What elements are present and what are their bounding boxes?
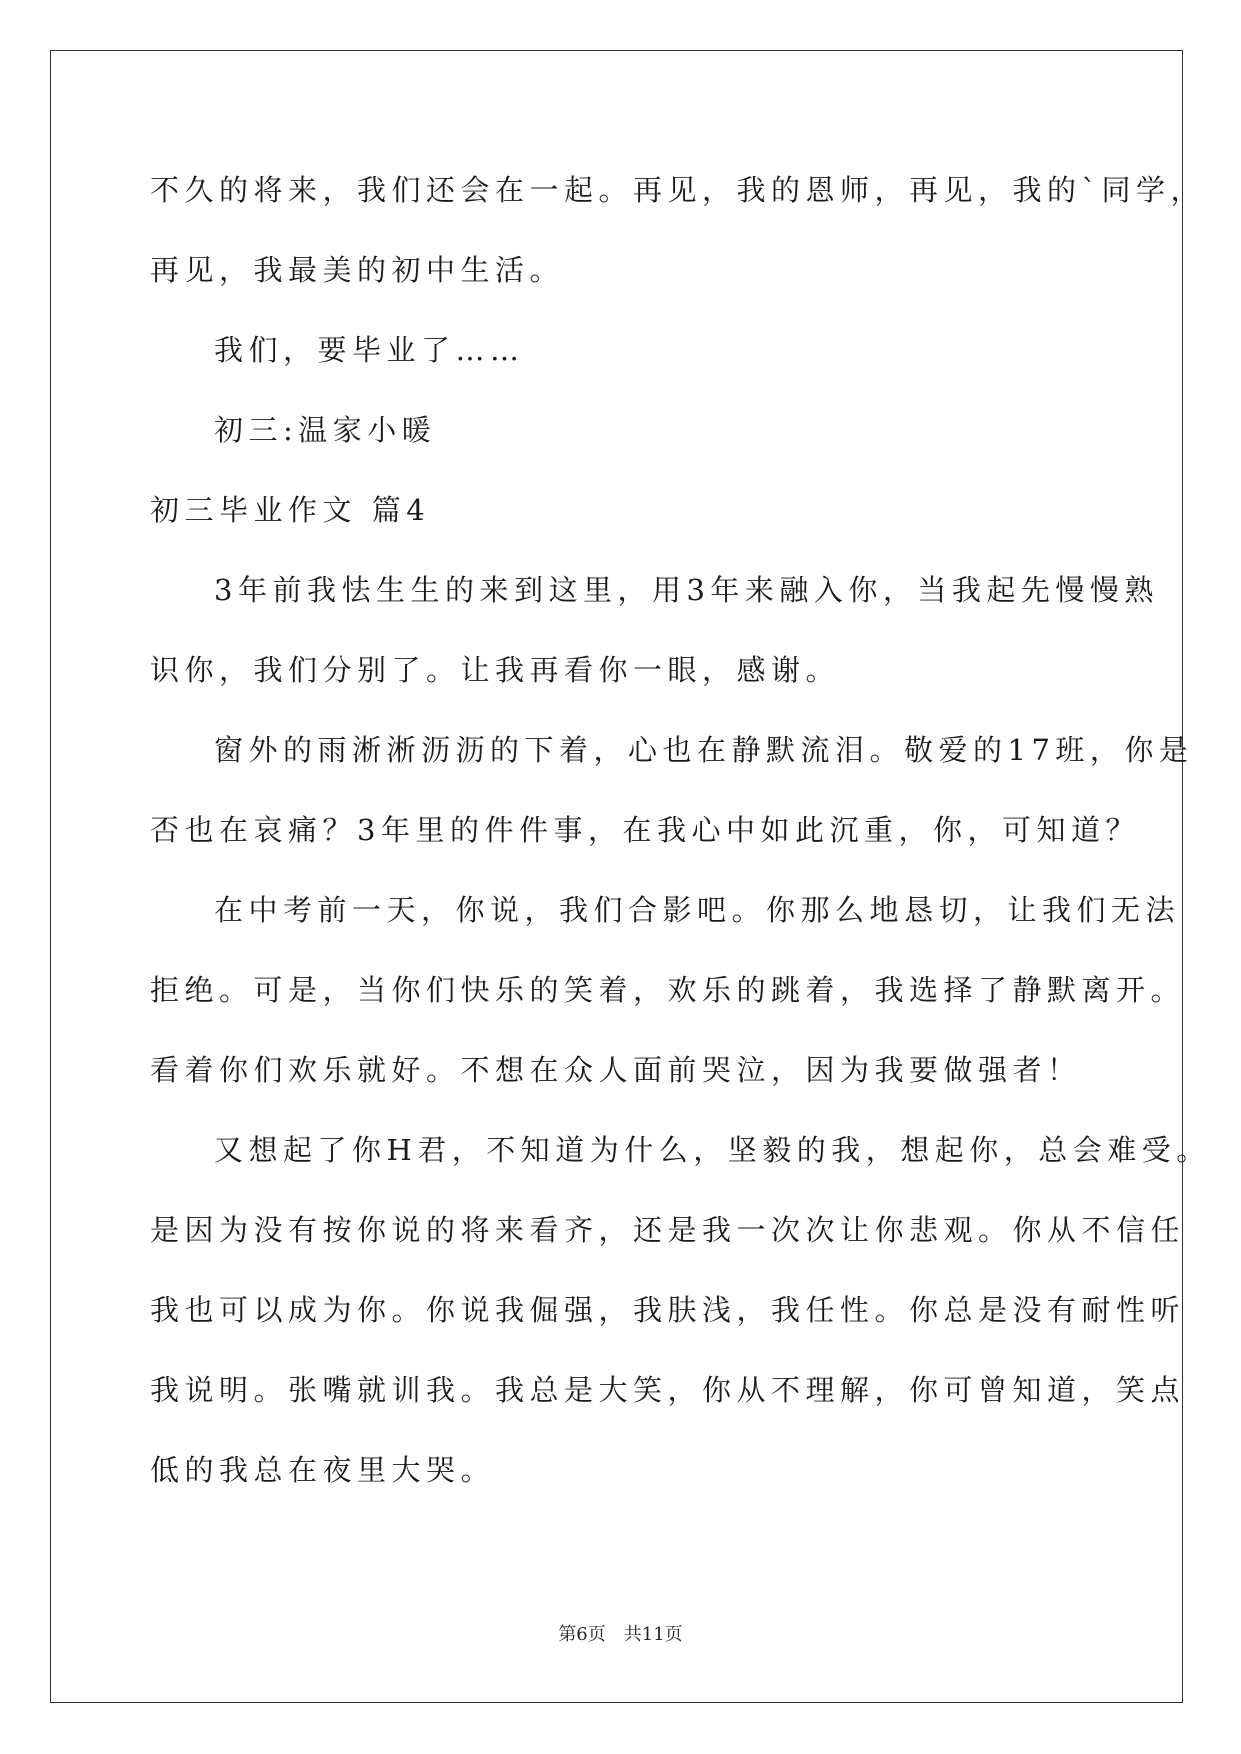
text-line: 再见，我最美的初中生活。 [150, 253, 565, 287]
text-line: 否也在哀痛？3年里的件件事，在我心中如此沉重，你，可知道？ [150, 813, 1140, 847]
text-line: 不久的将来，我们还会在一起。再见，我的恩师，再见，我的`同学， [150, 173, 1206, 207]
text-line: 拒绝。可是，当你们快乐的笑着，欢乐的跳着，我选择了静默离开。 [150, 973, 1186, 1007]
text-line: 我也可以成为你。你说我倔强，我肤浅，我任性。你总是没有耐性听 [150, 1293, 1186, 1327]
text-line: 初三:温家小暖 [214, 413, 437, 447]
text-line: 我们，要毕业了…… [214, 333, 525, 367]
text-line: 低的我总在夜里大哭。 [150, 1453, 496, 1487]
text-line: 我说明。张嘴就训我。我总是大笑，你从不理解，你可曾知道，笑点 [150, 1373, 1186, 1407]
text-line: 3年前我怯生生的来到这里，用3年来融入你，当我起先慢慢熟 [214, 573, 1159, 607]
text-line: 看着你们欢乐就好。不想在众人面前哭泣，因为我要做强者！ [150, 1053, 1082, 1087]
text-line: 是因为没有按你说的将来看齐，还是我一次次让你悲观。你从不信任 [150, 1213, 1186, 1247]
text-line: 识你，我们分别了。让我再看你一眼，感谢。 [150, 653, 841, 687]
page-footer: 第6页 共11页 [558, 1624, 683, 1645]
section-heading: 初三毕业作文 篇4 [150, 493, 431, 527]
text-line: 窗外的雨淅淅沥沥的下着，心也在静默流泪。敬爱的17班，你是 [214, 733, 1194, 767]
text-line: 又想起了你H君，不知道为什么，坚毅的我，想起你，总会难受。 [214, 1133, 1211, 1167]
text-line: 在中考前一天，你说，我们合影吧。你那么地恳切，让我们无法 [214, 893, 1181, 927]
